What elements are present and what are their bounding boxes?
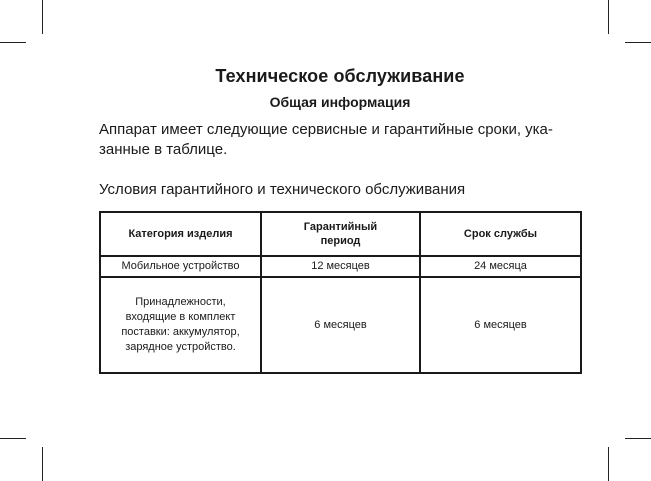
page-subtitle: Общая информация bbox=[269, 94, 411, 110]
table-row bbox=[100, 256, 581, 277]
header-warranty-period: Гарантийный период bbox=[261, 212, 420, 256]
cell-category: Принадлежности, входящие в комплект поставки: аккумулятор, зарядное устройство. bbox=[100, 277, 261, 373]
section-heading: Условия гарантийного и технического обслуживания bbox=[99, 181, 466, 198]
crop-mark-bottom-left-vertical bbox=[42, 447, 43, 481]
header-category: Категория изделия bbox=[100, 212, 261, 256]
crop-mark-top-right-vertical bbox=[608, 0, 609, 34]
intro-line-2: занные в таблице. bbox=[99, 141, 228, 158]
warranty-table bbox=[99, 211, 582, 374]
crop-mark-top-right-horizontal bbox=[625, 42, 651, 43]
header-service-life: Срок службы bbox=[420, 212, 581, 256]
table-header-row bbox=[100, 212, 581, 256]
cell-warranty-period: 6 месяцев bbox=[261, 277, 420, 373]
page-title: Техническое обслуживание bbox=[215, 66, 465, 86]
cell-service-life: 6 месяцев bbox=[420, 277, 581, 373]
cell-category: Мобильное устройство bbox=[100, 256, 261, 277]
crop-mark-top-left-vertical bbox=[42, 0, 43, 34]
crop-mark-bottom-right-vertical bbox=[608, 447, 609, 481]
cell-service-life: 24 месяца bbox=[420, 256, 581, 277]
intro-line-1: Аппарат имеет следующие сервисные и гарантийные сроки, ука- bbox=[99, 121, 553, 138]
crop-mark-top-left-horizontal bbox=[0, 42, 26, 43]
table-row bbox=[100, 277, 581, 373]
intro-paragraph bbox=[99, 120, 589, 160]
crop-mark-bottom-right-horizontal bbox=[625, 438, 651, 439]
cell-warranty-period: 12 месяцев bbox=[261, 256, 420, 277]
crop-mark-bottom-left-horizontal bbox=[0, 438, 26, 439]
